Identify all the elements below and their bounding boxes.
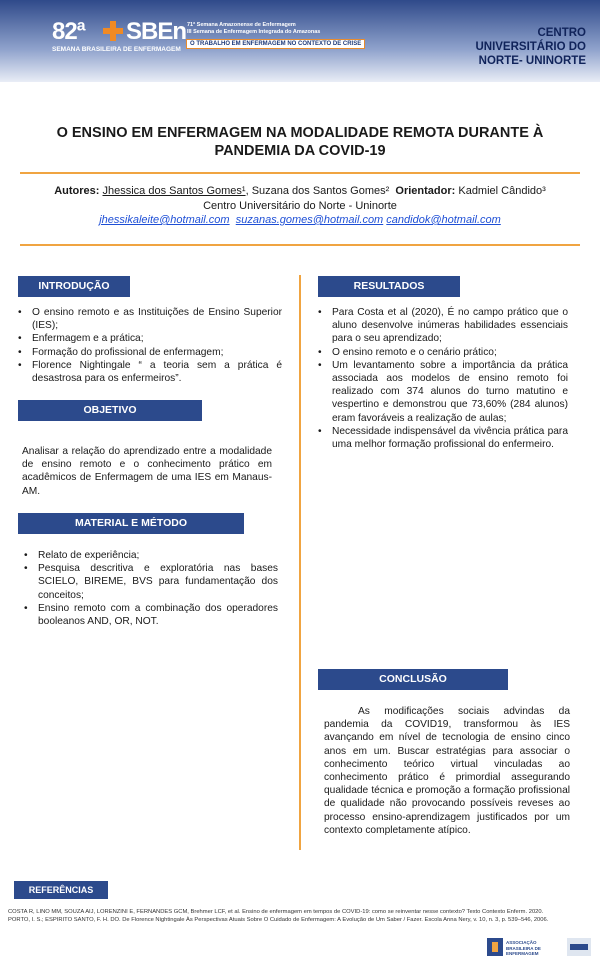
column-divider (299, 275, 301, 850)
email-link[interactable]: jhessikaleite@hotmail.com (99, 214, 230, 226)
list-item: • Pesquisa descritiva e exploratória nas bases SCIELO, BIREME, BVS para fundamentação dos conceitos; (24, 563, 278, 601)
section-heading-referencias: REFERÊNCIAS (14, 881, 108, 899)
list-item: • Formação do profissional de enfermagem; (18, 346, 224, 358)
section-heading-material: MATERIAL E MÉTODO (18, 513, 244, 534)
section-heading-resultados: RESULTADOS (318, 276, 460, 297)
list-item: • Ensino remoto com a combinação dos operadores booleanos AND, OR, NOT. (24, 602, 278, 628)
resultados-list (318, 306, 568, 451)
divider-line (20, 172, 580, 174)
list-item: • O ensino remoto e as Instituições de Ensino Superior (IES); (18, 307, 282, 332)
institution-name (446, 26, 586, 68)
author-institution: Centro Universitário do Norte - Uninorte (203, 199, 397, 212)
references-list (8, 908, 583, 924)
list-item: • Relato de experiência; (24, 550, 140, 561)
list-item: • Um levantamento sobre a importância da prática associada aos modelos de ensino remoto foi realizado com 374 alunos do turno matutino e vespertino e demonstrou que 73,60% (284 alunos) eram favoráveis a realização de aulas; (318, 359, 568, 424)
divider-line (20, 244, 580, 246)
authors-block (20, 184, 580, 228)
list-item: • Necessidade indispensável da vivência prática para uma melhor formação profissional do enfermeiro. (318, 425, 568, 451)
email-link[interactable]: candidok@hotmail.com (386, 214, 501, 226)
cross-icon (102, 20, 124, 42)
header-banner (0, 0, 600, 82)
list-item: • Enfermagem e a prática; (18, 333, 144, 345)
logo-number: 82ª (52, 18, 85, 45)
list-item: • O ensino remoto e o cenário prático; (318, 346, 497, 358)
section-heading-introducao: INTRODUÇÃO (18, 276, 130, 297)
list-item: • Para Costa et al (2020), É no campo prático que o aluno desenvolve inúmeras habilidades essenciais para o seu aprendizado; (318, 307, 568, 345)
poster-title (20, 124, 580, 160)
author-2: , Suzana dos Santos Gomes² (245, 185, 390, 197)
list-item: • Florence Nightingale “ a teoria sem a prática é desastrosa para os enfermeiros”. (18, 359, 282, 385)
objetivo-text: Analisar a relação do aprendizado entre a modalidade de ensino remoto e o conhecimento prático em acadêmicos de Enfermagem de uma IES em Manaus-AM. (22, 446, 272, 497)
institution-line: UNIVERSITÁRIO DO (475, 41, 586, 53)
institution-line: CENTRO (537, 27, 586, 39)
footer-logo-text: ASSOCIAÇÃO BRASILEIRA DE ENFERMAGEM (506, 940, 541, 956)
introducao-list (18, 306, 282, 385)
event-line: III Semana de Enfermagem Integrada do Amazonas (187, 29, 321, 35)
advisor-label: Orientador: (395, 185, 456, 197)
section-heading-conclusao: CONCLUSÃO (318, 669, 508, 690)
email-link[interactable]: suzanas.gomes@hotmail.com (235, 214, 384, 226)
title-line: PANDEMIA DA COVID-19 (214, 143, 386, 159)
event-theme: O TRABALHO EM ENFERMAGEM NO CONTEXTO DE CRISE (186, 39, 365, 49)
conclusao-text: As modificações sociais advindas da pandemia da COVID19, transformou às IES avançando em nível de tecnologia de ensino cinco anos em um. Buscar estratégias para associar o conhecimento teórico virtual vinculadas ao conhecimento prático é primordial assegurando qualidade técnica e promoção a formação profissional de qualidade não provocando possíveis reveses ao processo ensino-aprendizagem justificados por um contexto completamente atípico. (324, 706, 570, 836)
section-heading-objetivo: OBJETIVO (18, 400, 202, 421)
event-line: 71ª Semana Amazonense de Enfermagem (187, 22, 296, 28)
advisor-name: Kadmiel Cândido³ (458, 185, 546, 197)
event-lines (187, 22, 320, 36)
title-line: O ENSINO EM ENFERMAGEM NA MODALIDADE REMOTA DURANTE À (56, 125, 544, 141)
authors-label: Autores: (54, 185, 100, 197)
institution-line: NORTE- UNINORTE (478, 55, 586, 67)
reference-item: PORTO, I. S.; ESPIRITO SANTO, F. H. DO. De Florence Nightingale Às Perspectivas Atuais Sobre O Cuidado de Enfermagem: A Evolução de Um Saber / Fazer. Escola Anna Nery, v. 10, n. 3, p. 539–546, 2006. (8, 917, 549, 923)
material-list (24, 549, 278, 628)
sben-logo (52, 18, 187, 53)
logo-name: SBEn (126, 18, 187, 45)
footer-logos (487, 936, 593, 958)
logo-subtitle: SEMANA BRASILEIRA DE ENFERMAGEM (52, 46, 181, 53)
author-1: Jhessica dos Santos Gomes¹ (102, 185, 246, 197)
reference-item: COSTA R, LINO MM, SOUZA AIJ, LORENZINI E, FERNANDES GCM, Brehmer LCF, et al. Ensino de enfermagem em tempos de COVID-19: como se reinventar nesse contexto? Texto Contexto Enferm. 2020. (8, 909, 544, 915)
